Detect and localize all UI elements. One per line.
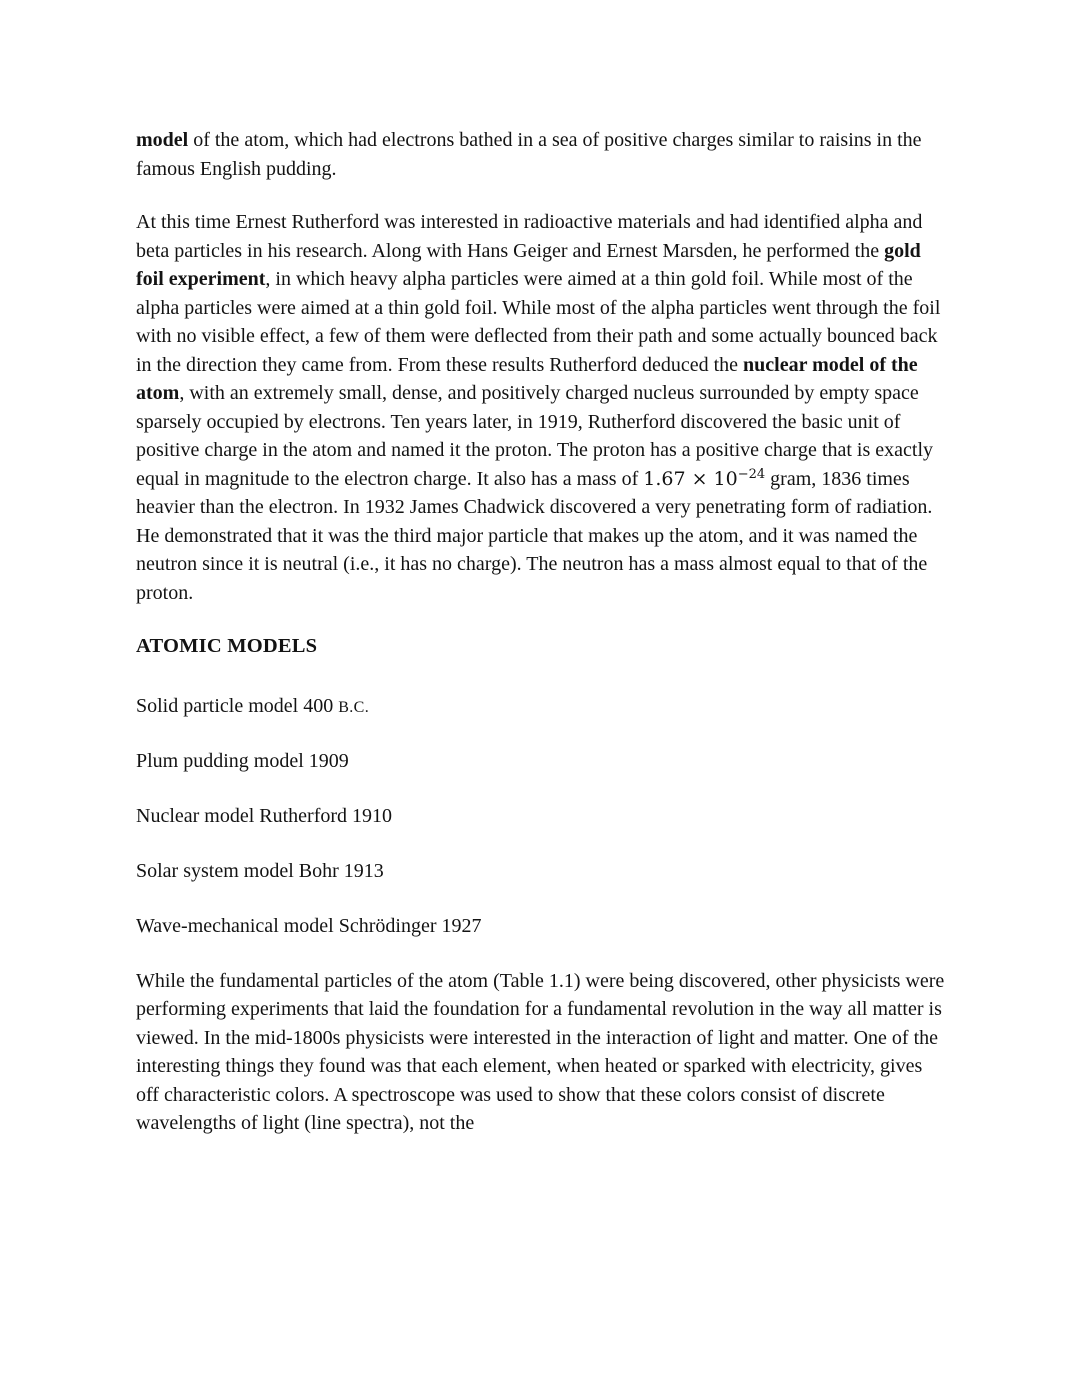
model-item-text: Solar system model Bohr 1913 <box>136 859 384 882</box>
paragraph-plum-pudding-model <box>136 126 948 183</box>
paragraph-plum-pudding-text: of the atom, which had electrons bathed in a sea of positive charges similar to raisins in the famous English pudding. <box>136 129 922 180</box>
model-item-text: Nuclear model Rutherford 1910 <box>136 804 393 827</box>
paragraph-rutherford-history <box>136 208 948 607</box>
model-list-item-solid-particle <box>136 692 948 723</box>
bold-term-gold-foil-experiment: gold foil experiment <box>136 239 921 290</box>
bold-term-nuclear-model: nuclear model of the atom <box>136 353 918 404</box>
rutherford-text-4: gram, 1836 times heavier than the electron. In 1932 James Chadwick discovered a very penetrating form of radiation. He demonstrated that it was the third major particle that makes up the atom, and it was named the neutron since it is neutral (i.e., it has no charge). The neutron has a mass almost equal to that of the proton. <box>136 467 933 604</box>
model-list-item-nuclear <box>136 802 948 833</box>
bold-term-model: model <box>136 129 189 151</box>
mass-mantissa: 1.67 × 10 <box>643 467 738 490</box>
era-abbreviation: B.C. <box>338 698 370 716</box>
model-item-text: Plum pudding model 1909 <box>136 749 349 772</box>
model-list-item-wave-mechanical <box>136 912 948 943</box>
mass-exponent: −24 <box>737 466 766 482</box>
rutherford-text-2: , in which heavy alpha particles were aimed at a thin gold foil. While most of the alpha particles were aimed at a thin gold foil. While most of the alpha particles went through the foil with no visible effect, a few of them were deflected from their path and some actually bounced back in the direction they came from. From these results Rutherford deduced the <box>136 268 941 376</box>
paragraph-line-spectra: While the fundamental particles of the atom (Table 1.1) were being discovered, other physicists were performing experiments that laid the foundation for a fundamental revolution in the way all matter is viewed. In the mid-1800s physicists were interested in the interaction of light and matter. One of the interesting things they found was that each element, when heated or sparked with electricity, gives off characteristic colors. A spectroscope was used to show that these colors consist of discrete wavelengths of light (line spectra), not the <box>136 969 945 1134</box>
model-item-text: Wave-mechanical model Schrödinger 1927 <box>136 914 482 937</box>
section-heading-atomic-models: ATOMIC MODELS <box>136 635 318 657</box>
document-page-content <box>136 126 948 1163</box>
rutherford-text-3: , with an extremely small, dense, and positively charged nucleus surrounded by empty space sparsely occupied by electrons. Ten years later, in 1919, Rutherford discovered the basic unit of positive charge in the atom and named it the proton. The proton has a positive charge that is exactly equal in magnitude to the electron charge. It also has a mass of <box>136 382 934 490</box>
proton-mass-value <box>643 468 765 490</box>
model-list-item-solar-system <box>136 857 948 888</box>
rutherford-text-1: At this time Ernest Rutherford was interested in radioactive materials and had identified alpha and beta particles in his research. Along with Hans Geiger and Ernest Marsden, he performed the <box>136 211 923 262</box>
model-item-text: Solid particle model 400 <box>136 694 339 717</box>
model-list-item-plum-pudding <box>136 747 948 778</box>
